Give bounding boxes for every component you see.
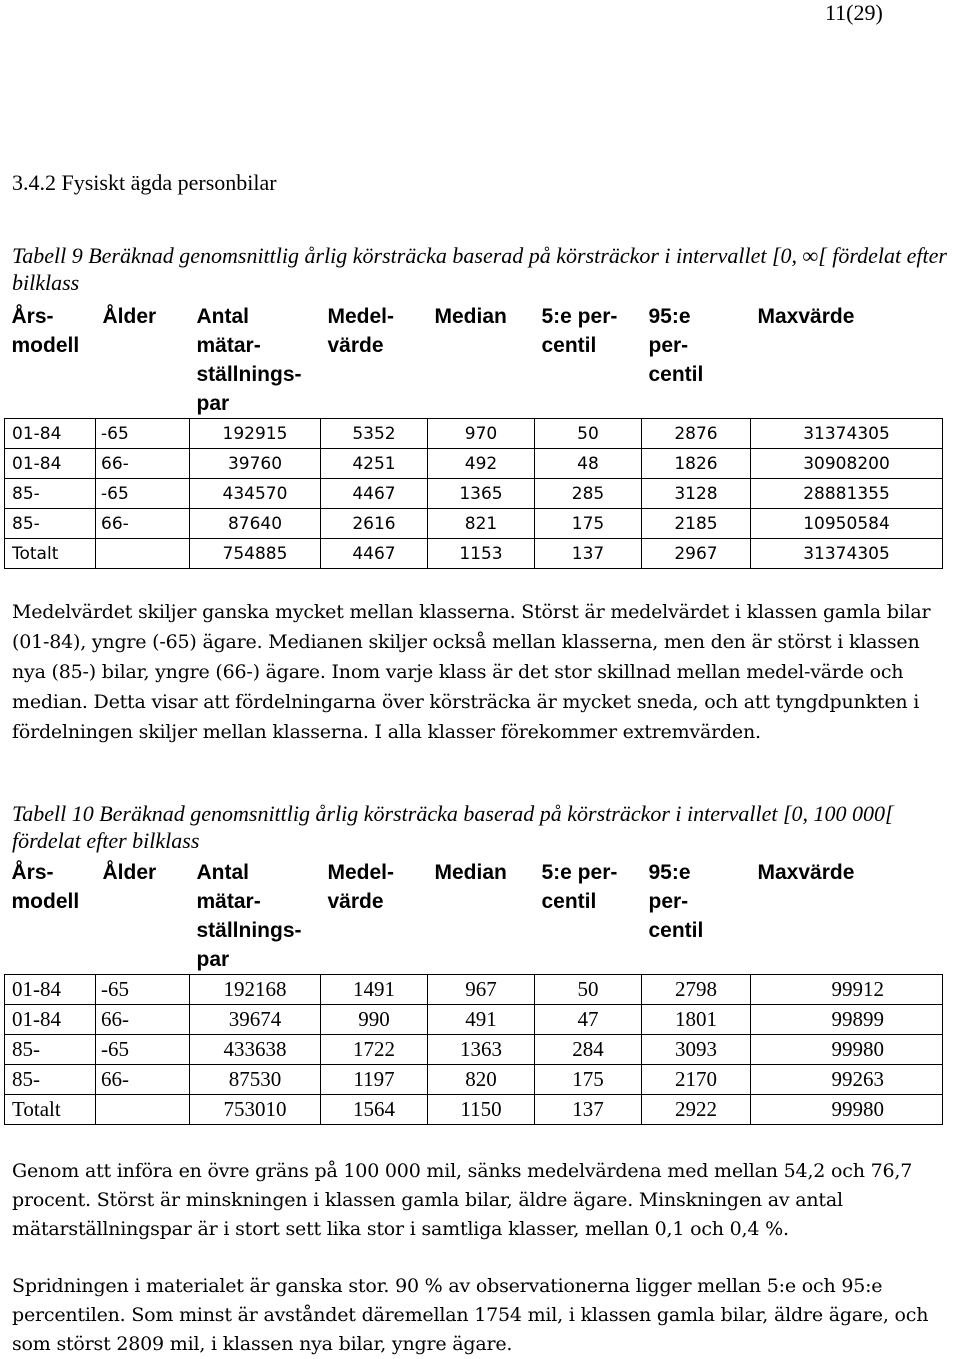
- table-cell: 970: [428, 419, 535, 449]
- table-row: [5, 1065, 943, 1095]
- table-9: [4, 302, 943, 569]
- table-cell: 28881355: [751, 479, 943, 509]
- table-cell: 5352: [321, 419, 428, 449]
- table-10-body: [5, 975, 943, 1125]
- table-cell: 31374305: [751, 539, 943, 569]
- paragraph-2-line: Genom att införa en övre gräns på 100 000 mil, sänks medelvärdena med mellan 54,2 och 76,7: [12, 1160, 913, 1182]
- table-header: [5, 302, 943, 419]
- table-cell: 48: [535, 449, 642, 479]
- table-cell: 87640: [190, 509, 321, 539]
- table-cell: 3093: [642, 1035, 751, 1065]
- table-cell: 39760: [190, 449, 321, 479]
- table-cell: 2798: [642, 975, 751, 1005]
- header-cell: Antal mätar- ställnings- par: [196, 305, 302, 415]
- header-cell: Ålder: [102, 305, 157, 328]
- table-cell: 50: [535, 975, 642, 1005]
- header-cell: Års- modell: [11, 861, 80, 913]
- table-cell: 1491: [321, 975, 428, 1005]
- table-cell: 820: [428, 1065, 535, 1095]
- table-cell: 2170: [642, 1065, 751, 1095]
- table-cell: 01-84: [5, 449, 96, 479]
- table-cell: 1197: [321, 1065, 428, 1095]
- table-cell: -65: [96, 1035, 190, 1065]
- table-cell: 1722: [321, 1035, 428, 1065]
- header-cell: Medel- värde: [327, 305, 395, 357]
- table-cell: 30908200: [751, 449, 943, 479]
- table-cell: 2876: [642, 419, 751, 449]
- table-cell: 4467: [321, 539, 428, 569]
- table-cell: 99980: [751, 1095, 943, 1125]
- table-cell: 99912: [751, 975, 943, 1005]
- table-cell: 01-84: [5, 419, 96, 449]
- table-cell: 284: [535, 1035, 642, 1065]
- table-9-body: [5, 419, 943, 569]
- paragraph-2: [12, 1157, 960, 1244]
- table-cell: 1150: [428, 1095, 535, 1125]
- table-9-caption: Tabell 9 Beräknad genomsnittlig årlig körsträcka baserad på körsträckor i intervallet [0, ∞[ fördelat efter bilklass: [12, 243, 947, 295]
- table-cell: 66-: [96, 1065, 190, 1095]
- header-cell: Antal mätar- ställnings- par: [196, 861, 302, 971]
- table-cell: 01-84: [5, 975, 96, 1005]
- table-row: [5, 1035, 943, 1065]
- paragraph-3: Spridningen i materialet är ganska stor. 90 % av observationerna ligger mellan 5:e och 95:e percentilen. Som minst är avståndet däremellan 1754 mil, i klassen gamla bilar, äldre ägare, och som störst 2809 mil, i klassen nya bilar, yngre ägare.: [12, 1275, 929, 1355]
- header-cell: 95:e per- centil: [648, 305, 704, 386]
- page-number: 11(29): [825, 0, 883, 25]
- table-cell: 754885: [190, 539, 321, 569]
- table-cell: 753010: [190, 1095, 321, 1125]
- table-cell: 47: [535, 1005, 642, 1035]
- table-cell: 50: [535, 419, 642, 449]
- header-cell: Års- modell: [11, 305, 80, 357]
- table-cell: 66-: [96, 449, 190, 479]
- table-cell: 2616: [321, 509, 428, 539]
- header-cell: Median: [434, 861, 507, 884]
- header-cell: Maxvärde: [757, 861, 855, 884]
- table-cell: 1801: [642, 1005, 751, 1035]
- table-cell: Totalt: [5, 539, 96, 569]
- table-cell: 1365: [428, 479, 535, 509]
- table-cell: 1153: [428, 539, 535, 569]
- table-cell: 137: [535, 1095, 642, 1125]
- table-cell: 1564: [321, 1095, 428, 1125]
- paragraph-2-line: procent. Störst är minskningen i klassen gamla bilar, äldre ägare. Minskningen av antal: [12, 1189, 843, 1211]
- table-cell: 434570: [190, 479, 321, 509]
- table-cell: 285: [535, 479, 642, 509]
- table-cell: 85-: [5, 1065, 96, 1095]
- table-cell: 99263: [751, 1065, 943, 1095]
- table-cell: 2922: [642, 1095, 751, 1125]
- table-cell: 39674: [190, 1005, 321, 1035]
- table-cell: 99899: [751, 1005, 943, 1035]
- table-cell: 1826: [642, 449, 751, 479]
- table-10-caption: Tabell 10 Beräknad genomsnittlig årlig körsträcka baserad på körsträckor i intervallet [0, 100 000[ fördelat efter bilklass: [12, 801, 894, 853]
- table-cell: 137: [535, 539, 642, 569]
- table-row: [5, 1095, 943, 1125]
- table-row: [5, 449, 943, 479]
- table-cell: 3128: [642, 479, 751, 509]
- table-cell: 85-: [5, 479, 96, 509]
- table-row: [5, 1005, 943, 1035]
- table-cell: 2967: [642, 539, 751, 569]
- table-row: [5, 479, 943, 509]
- table-cell: 99980: [751, 1035, 943, 1065]
- table-cell: 175: [535, 1065, 642, 1095]
- table-cell: Totalt: [5, 1095, 96, 1125]
- header-cell: Maxvärde: [757, 305, 855, 328]
- table-cell: -65: [96, 975, 190, 1005]
- table-cell: -65: [96, 479, 190, 509]
- table-cell: 492: [428, 449, 535, 479]
- table-cell: 31374305: [751, 419, 943, 449]
- table-cell: 175: [535, 509, 642, 539]
- table-cell: -65: [96, 419, 190, 449]
- table-cell: [96, 539, 190, 569]
- table-cell: [96, 1095, 190, 1125]
- table-cell: 85-: [5, 1035, 96, 1065]
- table-cell: 85-: [5, 509, 96, 539]
- table-cell: 990: [321, 1005, 428, 1035]
- header-cell: Ålder: [102, 861, 157, 884]
- table-cell: 10950584: [751, 509, 943, 539]
- header-cell: 5:e per- centil: [541, 305, 618, 357]
- table-cell: 491: [428, 1005, 535, 1035]
- table-cell: 2185: [642, 509, 751, 539]
- section-title: 3.4.2 Fysiskt ägda personbilar: [12, 170, 277, 195]
- table-row: [5, 975, 943, 1005]
- table-header: [5, 858, 943, 975]
- table-cell: 66-: [96, 1005, 190, 1035]
- table-cell: 1363: [428, 1035, 535, 1065]
- table-row: [5, 539, 943, 569]
- table-cell: 821: [428, 509, 535, 539]
- table-cell: 66-: [96, 509, 190, 539]
- table-cell: 4251: [321, 449, 428, 479]
- header-cell: Median: [434, 305, 507, 328]
- table-cell: 87530: [190, 1065, 321, 1095]
- table-row: [5, 419, 943, 449]
- paragraph-2-line: mätarställningspar är i stort sett lika stor i samtliga klasser, mellan 0,1 och 0,4 %.: [12, 1218, 789, 1240]
- header-cell: 95:e per- centil: [648, 861, 704, 942]
- paragraph-1: Medelvärdet skiljer ganska mycket mellan klasserna. Störst är medelvärdet i klassen gamla bilar (01-84), yngre (-65) ägare. Medianen skiljer också mellan klasserna, men den är störst i klassen nya (85-) bilar, yngre (66-) ägare. Inom varje klass är det stor skillnad mellan medel-värde och median. Detta visar att fördelningarna över körsträcka är mycket sneda, och att tyngdpunkten i fördelningen skiljer mellan klasserna. I alla klasser förekommer extremvärden.: [12, 601, 931, 743]
- table-10: [4, 858, 943, 1125]
- table-row: [5, 509, 943, 539]
- header-cell: Medel- värde: [327, 861, 395, 913]
- table-cell: 192168: [190, 975, 321, 1005]
- table-cell: 433638: [190, 1035, 321, 1065]
- table-cell: 967: [428, 975, 535, 1005]
- table-cell: 01-84: [5, 1005, 96, 1035]
- table-cell: 192915: [190, 419, 321, 449]
- table-cell: 4467: [321, 479, 428, 509]
- header-cell: 5:e per- centil: [541, 861, 618, 913]
